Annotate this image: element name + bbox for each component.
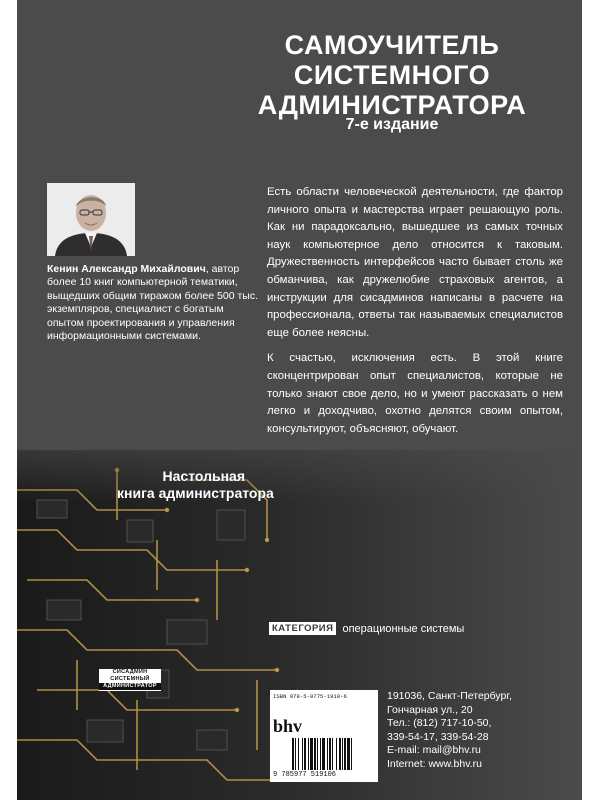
series-line-1: Настольная [162, 468, 245, 484]
barcode-panel [270, 690, 378, 782]
series-title [117, 468, 274, 502]
book-back-cover [17, 0, 582, 800]
description-paragraph-2: К счастью, исключения есть. В этой книге сконцентрирован опыт специалистов, которые не только знают свое дело, но и умеют рассказать о нем легко и доходчиво, охотно делятся своим опытом, консультируют, объясняют, обучают. [267, 352, 563, 435]
imprint-logo [99, 669, 161, 691]
title-line-2: СИСТЕМНОГО [293, 60, 491, 90]
author-name: Кенин Александр Михайлович [47, 263, 206, 275]
author-bio-text: , автор более 10 книг компьютерной тематики, выщедших общим тиражом более 500 тыс. экземпляров, специалист с богатым опытом проектирования и управления информационными системами. [47, 263, 258, 343]
publisher-contacts [387, 690, 512, 772]
barcode-icon [292, 738, 374, 770]
category-value: операционные системы [342, 622, 465, 635]
publisher-website: Internet: www.bhv.ru [387, 757, 482, 770]
imprint-line-2: СИСТЕМНЫЙ [110, 676, 150, 682]
isbn-text: ISBN 978-5-9775-1910-6 [273, 693, 347, 700]
author-photo [47, 183, 135, 256]
description-paragraph-1: Есть области человеческой деятельности, где фактор личного опыта и мастерства играет решающую роль. Как ни парадоксально, вышедшее из самых точных наук компьютерное дело относится к таковым. Дружественность интерфейсов часто бывает столь же обманчива, как дружелюбие страховых агентов, а инструкции для сисадминов написаны в расчете на профессионала, ответы так называемых специалистов еще более неясны. [267, 186, 563, 339]
publisher-address-2: Гончарная ул., 20 [387, 703, 473, 716]
series-line-2: книга администратора [117, 485, 274, 501]
imprint-line-1: СИСАДМИН [112, 669, 148, 675]
category-line [269, 622, 464, 635]
imprint-line-3: АДМИНИСТРАТОР [99, 683, 161, 690]
category-label: КАТЕГОРИЯ [269, 622, 336, 635]
author-bio [47, 263, 259, 343]
publisher-logo: bhv [273, 716, 303, 736]
publisher-address-1: 191036, Санкт-Петербург, [387, 690, 512, 702]
edition-label: 7-е издание [345, 116, 439, 133]
title-line-1: САМОУЧИТЕЛЬ [284, 30, 500, 60]
book-title [222, 30, 562, 120]
title-line-3: АДМИНИСТРАТОРА [257, 90, 527, 120]
book-description [267, 184, 563, 446]
publisher-phone-1: Тел.: (812) 717-10-50, [387, 717, 492, 730]
publisher-phone-2: 339-54-17, 339-54-28 [387, 730, 489, 743]
publisher-email: E-mail: mail@bhv.ru [387, 744, 481, 757]
barcode-number: 9 785977 519106 [273, 771, 337, 779]
